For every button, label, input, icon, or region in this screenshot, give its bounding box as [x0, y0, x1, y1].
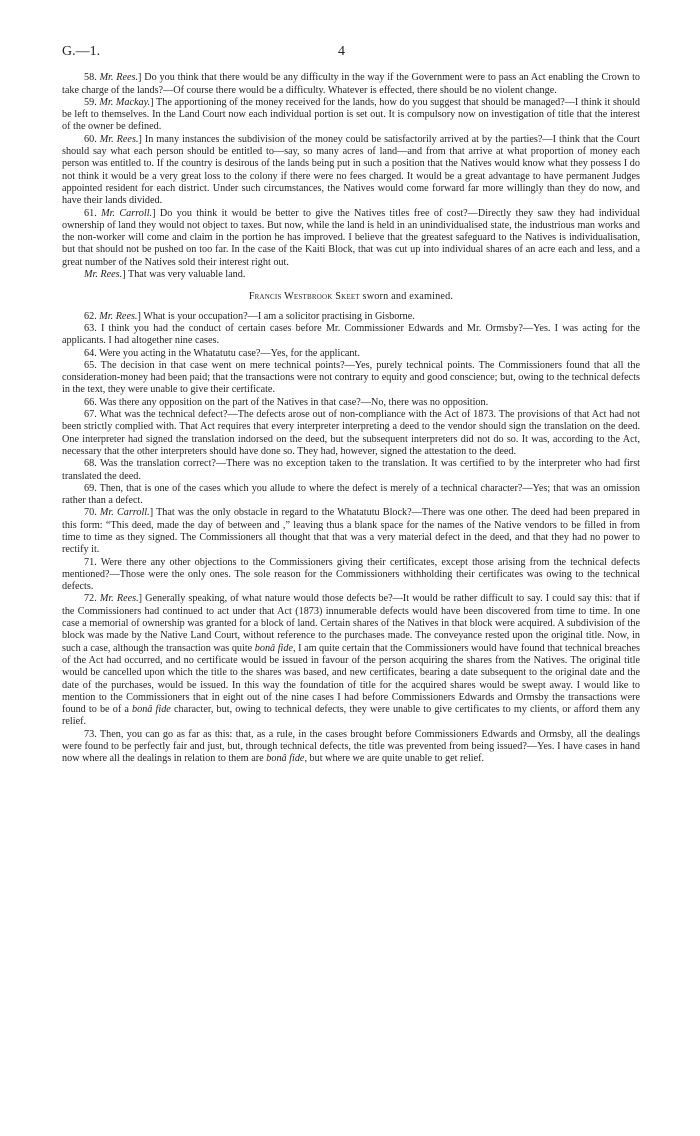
latin-phrase: bonâ fide — [254, 642, 293, 654]
testimony-paragraph: 64. Were you acting in the Whatatutu case?—Yes, for the applicant. — [84, 347, 360, 359]
testimony-paragraph: 62. Mr. Rees.] What is your occupation?—I am a solicitor practising in Gisborne. — [84, 310, 415, 322]
testimony-paragraph: Mr. Rees.] That was very valuable land. — [84, 269, 246, 281]
testimony-paragraph: 69. Then, that is one of the cases which you allude to where the defect is merely of a technical character?—Yes; that was an omission rather than a defect. — [62, 482, 640, 507]
speaker-name: Mr. Rees. — [84, 269, 123, 281]
testimony-paragraph: 63. I think you had the conduct of certain cases before Mr. Commissioner Edwards and Mr. Ormsby?—Yes. I was acting for the applicants. I had altogether nine cases. — [62, 322, 640, 347]
testimony-paragraph: 73. Then, you can go as far as this: that, as a rule, in the cases brought before Commissioners Edwards and Ormsby, all the dealings were found to be perfectly fair and just, but, through technical defects, the title was prevented from being issued?—Yes. I have cases in hand now where all the dealings in relation to them are bonâ fide, but where we are quite unable to get relief. — [62, 728, 640, 765]
speaker-name: Mr. Rees. — [99, 72, 139, 84]
testimony-paragraph: 68. Was the translation correct?—There was no exception taken to the translation. It was certified to by the interpreter who had first translated the deed. — [62, 458, 640, 482]
testimony-paragraph: 71. Were there any other objections to the Commissioners giving their certificates, except those arising from the technical defects mentioned?—Those were the only ones. The sole reason for the Commissioners withholding their certificates was owing to the technical defects. — [62, 556, 640, 593]
page-number: 4 — [338, 44, 345, 59]
page-header — [62, 46, 640, 58]
document-reference: G.—1. — [62, 44, 101, 59]
speaker-name: Mr. Carroll. — [99, 507, 150, 519]
witness-heading — [62, 291, 640, 303]
witness-name: Francis Westbrook Skeet — [248, 291, 360, 303]
testimony-paragraph: 60. Mr. Rees.] In many instances the subdivision of the money could be satisfactorily arrived at by the parties?—I think that the Court should say what each person should be entitled to—say, so many acres of land—and from that arrive at what proportion of money each person was entitled to. If the country is desirous of the lands being put in such a position that the Natives would know what they possess I do not think it would be a very great loss to the colony if there were no fees charged. It would be a great advantage to have permanent Judges appointed resident for each district. Under such circumstances, the Natives would come forward far more willingly than they do now, and have their lands divided. — [62, 133, 640, 207]
testimony-block-1 — [62, 72, 640, 281]
speaker-name: Mr. Rees. — [99, 593, 139, 605]
testimony-block-2 — [62, 311, 640, 766]
testimony-paragraph: 65. The decision in that case went on mere technical points?—Yes, purely technical points. The Commissioners found that all the consideration-money had been paid; that the transactions were not contrary to equity and good conscience; but, owing to the technical defects in the text, they were unable to give their certificate. — [62, 359, 640, 396]
testimony-paragraph: 67. What was the technical defect?—The defects arose out of non-compliance with the Act of 1873. The provisions of that Act had not been strictly complied with. That Act requires that every interpreter interpreting a deed to the vendor should sign the translation on the deed. One interpreter had signed the translation indorsed on the deed, but the subsequent interpreters did not do so. It was, according to the Act, necessary that the other interpreters should have done so. They had, however, signed the attestation to the deed. — [62, 409, 640, 457]
witness-suffix: sworn and examined. — [362, 291, 454, 303]
testimony-paragraph: 66. Was there any opposition on the part of the Natives in that case?—No, there was no opposition. — [84, 396, 489, 408]
latin-phrase: bonâ fide — [132, 704, 171, 716]
testimony-paragraph: 59. Mr. Mackay.] The apportioning of the money received for the lands, how do you suggest that should be managed?—I think it should be left to themselves. In the Land Court now each individual portion is set out. It is compulsory now on investigation of title that the interest of the owner be defined. — [62, 96, 641, 133]
speaker-name: Mr. Rees. — [99, 133, 139, 145]
latin-phrase: bonâ fide — [266, 753, 305, 765]
document-page — [62, 46, 640, 766]
testimony-paragraph: 58. Mr. Rees.] Do you think that there would be any difficulty in the way if the Government were to pass an Act enabling the Crown to take charge of the lands?—Of course there would be a difficulty. Whatever is effected, there should be no violent change. — [62, 72, 641, 96]
testimony-paragraph: 70. Mr. Carroll.] That was the only obstacle in regard to the Whatatutu Block?—There was one other. The deed had been prepared in this form: “This deed, made the day of between and ,” leaving thus a blank space for the names of the Native vendors to be filled in from time to time as they signed. The Commissioners all thought that that was a very material defect in the deed, and that they had no power to rectify it. — [62, 507, 640, 556]
speaker-name: Mr. Carroll. — [101, 207, 153, 219]
speaker-name: Mr. Rees. — [99, 310, 138, 322]
testimony-paragraph: 72. Mr. Rees.] Generally speaking, of what nature would those defects be?—It would be rather difficult to say. I could say this: that if the Commissioners had continued to act under that Act (1873) innumerable defects would have been discovered from time to time. In one case a memorial of ownership was granted for a block of land. Certain shares of the Natives in that block were acquired. A subdivision of the block was made by the Native Land Court, without reference to the purchases made. The conveyance rested upon the original title. Now, in such a case, although the transaction was quite bonâ fide, I am quite certain that the Commissioners would have found that technical breaches of the Act had occurred, and no certificate would be issued in favour of the person acquiring the shares from the Natives. The original title would be cancelled upon which the title to the shares was based, and new certificates, bearing a date subsequent to the original date and the date of the purchases, would be issued. In this way the foundation of title for the acquired shares would be swept away. I would like to mention to the Commissioners that in eight out of the nine cases I had before Commissioners Edwards and Ormsby the transactions were found to be of a bonâ fide character, but, owing to technical defects, they were unable to give certificates to my clients, or afford them any relief. — [62, 593, 641, 728]
testimony-paragraph: 61. Mr. Carroll.] Do you think it would be better to give the Natives titles free of cost?—Directly they saw they had individual ownership of land they would not object to taxes. But now, while the land is held in an unindividualised state, the industrious man works and the non-worker will come and claim in the portion he has improved. I believe that the greatest safeguard to the Natives is individualisation, but that should not be pushed on too far. In the case of the Kaiti Block, that was cut up into individual shares of an acre each and less, and a great number of the Natives sold their interest right out. — [62, 207, 641, 268]
speaker-name: Mr. Mackay. — [99, 96, 151, 108]
